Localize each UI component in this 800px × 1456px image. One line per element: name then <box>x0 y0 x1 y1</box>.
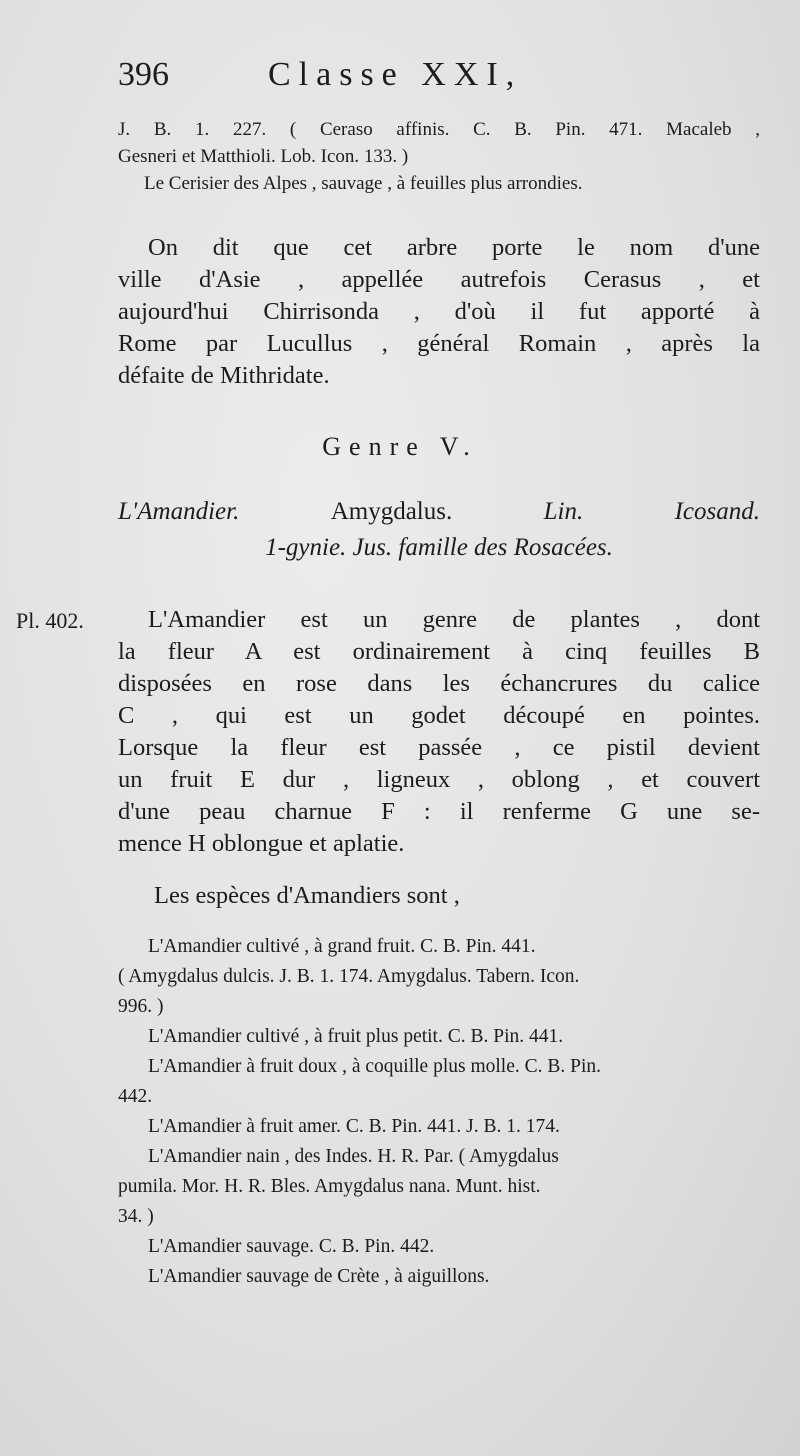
text-line: aujourd'hui Chirrisonda , d'où il fut apporté à <box>118 298 760 325</box>
text-line: On dit que cet arbre porte le nom d'une <box>148 234 760 261</box>
running-title: Classe XXI, <box>268 56 523 93</box>
genus-line2: 1-gynie. Jus. famille des Rosacées. <box>265 534 613 561</box>
genus-name: L'Amandier. <box>118 498 240 525</box>
text-line: disposées en rose dans les échancrures du calice <box>118 670 760 697</box>
species-line: pumila. Mor. H. R. Bles. Amygdalus nana. Munt. hist. <box>118 1176 541 1197</box>
paragraph-amandier <box>118 604 760 860</box>
text-line: C , qui est un godet découpé en pointes. <box>118 702 760 729</box>
species-line: ( Amygdalus dulcis. J. B. 1. 174. Amygdalus. Tabern. Icon. <box>118 966 580 987</box>
plate-reference: Pl. 402. <box>16 608 84 633</box>
genus-heading <box>118 494 760 566</box>
page-number: 396 <box>118 56 169 93</box>
genus-class: Icosand. <box>674 498 760 525</box>
species-intro <box>118 880 760 912</box>
text-line: Rome par Lucullus , général Romain , après la <box>118 330 760 357</box>
note-line: Gesneri et Matthioli. Lob. Icon. 133. ) <box>118 146 409 167</box>
genre-heading: Genre V. <box>322 432 478 461</box>
text-line: d'une peau charnue F : il renferme G une se- <box>118 798 760 825</box>
text-line: L'Amandier est un genre de plantes , dont <box>148 606 760 633</box>
top-notes <box>118 116 760 197</box>
species-line: L'Amandier sauvage de Crète , à aiguillons. <box>148 1266 490 1287</box>
paragraph-cerasus <box>118 232 760 392</box>
text-line: Lorsque la fleur est passée , ce pistil devient <box>118 734 760 761</box>
genus-latin: Amygdalus. <box>330 498 453 525</box>
running-head <box>118 52 758 102</box>
genus-lin: Lin. <box>543 498 584 525</box>
species-line: 996. ) <box>118 996 164 1017</box>
species-line: L'Amandier à fruit amer. C. B. Pin. 441. J. B. 1. 174. <box>148 1116 560 1137</box>
species-line: 442. <box>118 1086 153 1107</box>
species-line: L'Amandier sauvage. C. B. Pin. 442. <box>148 1236 435 1257</box>
text-line: Les espèces d'Amandiers sont , <box>154 882 460 909</box>
note-line: Le Cerisier des Alpes , sauvage , à feuilles plus arrondies. <box>144 173 583 194</box>
species-line: L'Amandier cultivé , à grand fruit. C. B. Pin. 441. <box>148 936 536 957</box>
species-line: L'Amandier nain , des Indes. H. R. Par. ( Amygdalus <box>148 1146 559 1167</box>
text-line: ville d'Asie , appellée autrefois Cerasus , et <box>118 266 760 293</box>
species-line: 34. ) <box>118 1206 154 1227</box>
text-line: la fleur A est ordinairement à cinq feuilles B <box>118 638 760 665</box>
text-line: défaite de Mithridate. <box>118 362 330 389</box>
text-line: un fruit E dur , ligneux , oblong , et couvert <box>118 766 760 793</box>
species-list <box>118 932 760 1292</box>
note-line: J. B. 1. 227. ( Ceraso affinis. C. B. Pin. 471. Macaleb , <box>118 119 760 140</box>
species-line: L'Amandier à fruit doux , à coquille plus molle. C. B. Pin. <box>148 1056 602 1077</box>
text-line: mence H oblongue et aplatie. <box>118 830 405 857</box>
species-line: L'Amandier cultivé , à fruit plus petit. C. B. Pin. 441. <box>148 1026 564 1047</box>
